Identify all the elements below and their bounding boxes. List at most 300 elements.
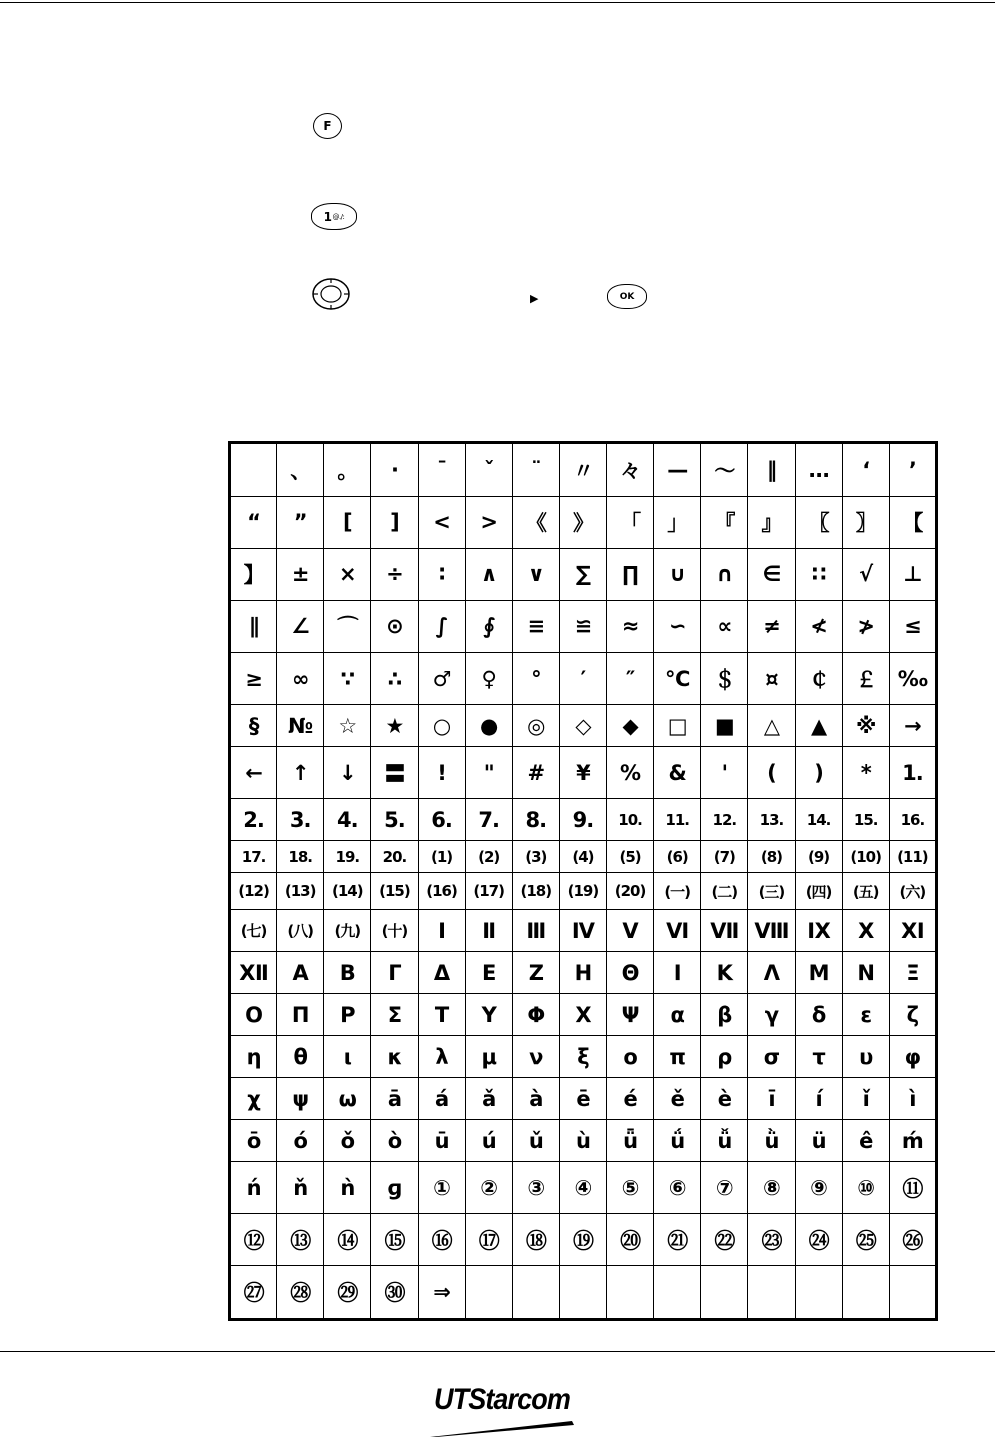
symbol-cell: (18)	[512, 873, 559, 910]
symbol-cell: ο	[607, 1036, 654, 1078]
top-rule	[0, 2, 995, 3]
symbol-cell: ㉕	[842, 1214, 889, 1266]
symbol-cell: ǔ	[512, 1120, 559, 1162]
symbol-cell: π	[654, 1036, 701, 1078]
symbol-cell: ″	[607, 652, 654, 704]
symbol-cell: ⑤	[607, 1162, 654, 1214]
symbol-cell: ∥	[230, 600, 277, 652]
symbol-cell: Ⅱ	[465, 910, 512, 952]
symbol-cell: ⑮	[371, 1214, 418, 1266]
symbol-cell: ≡	[512, 600, 559, 652]
symbol-cell: ㉓	[748, 1214, 795, 1266]
symbol-cell: υ	[842, 1036, 889, 1078]
symbol-cell: ń	[230, 1162, 277, 1214]
symbol-cell: Ⅺ	[889, 910, 936, 952]
bottom-rule	[0, 1351, 995, 1352]
symbol-cell: ˇ	[465, 443, 512, 497]
symbol-cell: Ν	[842, 952, 889, 994]
symbol-cell: △	[748, 705, 795, 747]
symbol-cell: ê	[842, 1120, 889, 1162]
symbol-cell: 々	[607, 443, 654, 497]
symbol-cell: ★	[371, 705, 418, 747]
symbol-cell: ò	[371, 1120, 418, 1162]
symbol-cell: 、	[277, 443, 324, 497]
symbol-cell: !	[418, 747, 465, 799]
symbol-cell: ↑	[277, 747, 324, 799]
symbol-cell: (十)	[371, 910, 418, 952]
symbol-cell: (15)	[371, 873, 418, 910]
symbol-cell: (17)	[465, 873, 512, 910]
symbol-cell: (八)	[277, 910, 324, 952]
symbol-cell: ㉗	[230, 1266, 277, 1320]
symbol-cell: ∴	[371, 652, 418, 704]
symbol-row	[230, 994, 937, 1036]
symbol-cell: Ε	[465, 952, 512, 994]
symbol-cell: §	[230, 705, 277, 747]
symbol-cell: (一)	[654, 873, 701, 910]
symbol-cell: 9.	[559, 799, 606, 841]
symbol-cell	[607, 1266, 654, 1320]
symbol-cell: (20)	[607, 873, 654, 910]
one-key-label: 1	[323, 209, 332, 224]
symbol-row	[230, 548, 937, 600]
symbol-cell: (12)	[230, 873, 277, 910]
symbol-cell: *	[842, 747, 889, 799]
symbol-cell: (九)	[324, 910, 371, 952]
symbol-cell: ε	[842, 994, 889, 1036]
symbol-cell: ⑨	[795, 1162, 842, 1214]
symbol-cell: ⑰	[465, 1214, 512, 1266]
symbol-row	[230, 952, 937, 994]
symbol-cell: (10)	[842, 841, 889, 873]
symbol-cell: ⊙	[371, 600, 418, 652]
symbol-cell: ㉚	[371, 1266, 418, 1320]
symbol-cell: 』	[748, 496, 795, 548]
symbol-cell: Φ	[512, 994, 559, 1036]
symbol-cell: Γ	[371, 952, 418, 994]
symbol-cell: ∈	[748, 548, 795, 600]
symbol-cell: ∽	[654, 600, 701, 652]
symbol-cell: 」	[654, 496, 701, 548]
symbol-cell: ψ	[277, 1078, 324, 1120]
symbol-cell	[889, 1266, 936, 1320]
symbol-cell: (11)	[889, 841, 936, 873]
symbol-row	[230, 799, 937, 841]
symbol-cell: χ	[230, 1078, 277, 1120]
symbol-cell: ∧	[465, 548, 512, 600]
symbol-cell: ④	[559, 1162, 606, 1214]
symbol-cell: 8.	[512, 799, 559, 841]
symbol-cell: ⊥	[889, 548, 936, 600]
symbol-cell: (7)	[701, 841, 748, 873]
symbol-cell: θ	[277, 1036, 324, 1078]
symbol-cell: ∵	[324, 652, 371, 704]
symbol-cell: °	[512, 652, 559, 704]
symbol-cell: 〖	[795, 496, 842, 548]
symbol-cell: ō	[230, 1120, 277, 1162]
symbol-cell	[701, 1266, 748, 1320]
symbol-cell: (19)	[559, 873, 606, 910]
symbol-row	[230, 496, 937, 548]
symbol-table	[228, 441, 938, 1321]
symbol-cell: ①	[418, 1162, 465, 1214]
symbol-cell: ǜ	[748, 1120, 795, 1162]
symbol-cell	[465, 1266, 512, 1320]
symbol-cell: ∪	[654, 548, 701, 600]
symbol-cell: ㉖	[889, 1214, 936, 1266]
symbol-cell: (1)	[418, 841, 465, 873]
symbol-cell: →	[889, 705, 936, 747]
symbol-cell: γ	[748, 994, 795, 1036]
symbol-cell: >	[465, 496, 512, 548]
symbol-cell: ㉔	[795, 1214, 842, 1266]
symbol-cell: %	[607, 747, 654, 799]
symbol-cell: 18.	[277, 841, 324, 873]
symbol-cell: ↓	[324, 747, 371, 799]
symbol-cell: ǖ	[607, 1120, 654, 1162]
symbol-cell: ∞	[277, 652, 324, 704]
symbol-cell: 16.	[889, 799, 936, 841]
symbol-cell: (16)	[418, 873, 465, 910]
one-key-sub-label: @./:	[332, 212, 345, 221]
symbol-cell: é	[607, 1078, 654, 1120]
symbol-cell	[795, 1266, 842, 1320]
symbol-cell: Τ	[418, 994, 465, 1036]
symbol-cell: ∨	[512, 548, 559, 600]
symbol-cell: ɡ	[371, 1162, 418, 1214]
symbol-cell: ∝	[701, 600, 748, 652]
symbol-cell: □	[654, 705, 701, 747]
symbol-row	[230, 1078, 937, 1120]
symbol-cell: Ξ	[889, 952, 936, 994]
symbol-cell: ι	[324, 1036, 371, 1078]
symbol-cell: 4.	[324, 799, 371, 841]
symbol-cell: 【	[889, 496, 936, 548]
symbol-cell: ‖	[748, 443, 795, 497]
function-key-icon	[313, 113, 342, 139]
symbol-row	[230, 1162, 937, 1214]
symbol-cell: ⑲	[559, 1214, 606, 1266]
symbol-cell: ￡	[842, 652, 889, 704]
symbol-cell: Δ	[418, 952, 465, 994]
symbol-cell: ②	[465, 1162, 512, 1214]
symbol-cell: ξ	[559, 1036, 606, 1078]
symbol-cell: ←	[230, 747, 277, 799]
symbol-cell: ì	[889, 1078, 936, 1120]
symbol-cell: Α	[277, 952, 324, 994]
symbol-cell: (9)	[795, 841, 842, 873]
symbol-cell: Π	[277, 994, 324, 1036]
symbol-cell: Ζ	[512, 952, 559, 994]
symbol-cell: ′	[559, 652, 606, 704]
symbol-row	[230, 1214, 937, 1266]
symbol-cell: ◎	[512, 705, 559, 747]
symbol-cell	[654, 1266, 701, 1320]
symbol-cell: (三)	[748, 873, 795, 910]
symbol-cell: 7.	[465, 799, 512, 841]
symbol-row	[230, 600, 937, 652]
symbol-cell: ḿ	[889, 1120, 936, 1162]
symbol-cell: Ⅷ	[748, 910, 795, 952]
symbol-cell: ±	[277, 548, 324, 600]
symbol-cell: ∫	[418, 600, 465, 652]
right-arrow-glyph: ▶	[530, 292, 539, 305]
symbol-cell: …	[795, 443, 842, 497]
symbol-cell: è	[701, 1078, 748, 1120]
symbol-cell: 《	[512, 496, 559, 548]
symbol-cell: 「	[607, 496, 654, 548]
symbol-row	[230, 1120, 937, 1162]
symbol-cell: ”	[277, 496, 324, 548]
symbol-cell: 〓	[371, 747, 418, 799]
symbol-cell	[842, 1266, 889, 1320]
symbol-cell: &	[654, 747, 701, 799]
symbol-cell: ◇	[559, 705, 606, 747]
symbol-cell: ζ	[889, 994, 936, 1036]
symbol-cell: μ	[465, 1036, 512, 1078]
symbol-cell: Ⅰ	[418, 910, 465, 952]
symbol-cell: ó	[277, 1120, 324, 1162]
symbol-cell: ≮	[795, 600, 842, 652]
symbol-cell: (4)	[559, 841, 606, 873]
symbol-cell: ≌	[559, 600, 606, 652]
symbol-cell: 11.	[654, 799, 701, 841]
symbol-cell: 13.	[748, 799, 795, 841]
symbol-cell: ▲	[795, 705, 842, 747]
symbol-cell: ǎ	[465, 1078, 512, 1120]
symbol-cell: ω	[324, 1078, 371, 1120]
ok-key-icon	[607, 284, 647, 309]
symbol-cell: (13)	[277, 873, 324, 910]
symbol-cell: ⌒	[324, 600, 371, 652]
symbol-cell: ℃	[654, 652, 701, 704]
function-key-label: F	[323, 119, 332, 133]
symbol-row	[230, 873, 937, 910]
symbol-cell: 3.	[277, 799, 324, 841]
utstarcom-logo	[422, 1383, 582, 1437]
symbol-cell: (14)	[324, 873, 371, 910]
symbol-cell: ♂	[418, 652, 465, 704]
symbol-cell: ㉒	[701, 1214, 748, 1266]
symbol-cell: ⑫	[230, 1214, 277, 1266]
symbol-cell: κ	[371, 1036, 418, 1078]
symbol-cell: σ	[748, 1036, 795, 1078]
symbol-cell: δ	[795, 994, 842, 1036]
symbol-cell	[748, 1266, 795, 1320]
symbol-cell: ā	[371, 1078, 418, 1120]
symbol-cell: ∠	[277, 600, 324, 652]
symbol-cell: ¨	[512, 443, 559, 497]
symbol-cell: α	[654, 994, 701, 1036]
symbol-row	[230, 1266, 937, 1320]
symbol-cell: ×	[324, 548, 371, 600]
symbol-row	[230, 841, 937, 873]
symbol-cell: Ⅵ	[654, 910, 701, 952]
symbol-cell: ’	[889, 443, 936, 497]
symbol-cell: 2.	[230, 799, 277, 841]
symbol-cell: φ	[889, 1036, 936, 1078]
symbol-cell: ⑧	[748, 1162, 795, 1214]
symbol-cell: 1.	[889, 747, 936, 799]
symbol-cell: ⑱	[512, 1214, 559, 1266]
symbol-cell: )	[795, 747, 842, 799]
symbol-cell: ]	[371, 496, 418, 548]
symbol-cell: ⑥	[654, 1162, 701, 1214]
symbol-cell: ē	[559, 1078, 606, 1120]
symbol-cell: ⑬	[277, 1214, 324, 1266]
symbol-cell: ⑳	[607, 1214, 654, 1266]
symbol-cell: ∷	[795, 548, 842, 600]
symbol-cell: (七)	[230, 910, 277, 952]
symbol-cell: Ⅻ	[230, 952, 277, 994]
symbol-cell: Ⅹ	[842, 910, 889, 952]
symbol-cell: ㉘	[277, 1266, 324, 1320]
symbol-cell: ●	[465, 705, 512, 747]
symbol-cell: ·	[371, 443, 418, 497]
symbol-cell: "	[465, 747, 512, 799]
symbol-cell: Κ	[701, 952, 748, 994]
symbol-cell: —	[654, 443, 701, 497]
symbol-cell: ν	[512, 1036, 559, 1078]
one-key-icon	[311, 203, 357, 230]
symbol-cell: ≈	[607, 600, 654, 652]
symbol-cell: Ι	[654, 952, 701, 994]
symbol-cell: ￠	[795, 652, 842, 704]
symbol-cell: 〗	[842, 496, 889, 548]
symbol-row	[230, 443, 937, 497]
symbol-cell: Σ	[371, 994, 418, 1036]
symbol-cell: ♀	[465, 652, 512, 704]
symbol-cell: 12.	[701, 799, 748, 841]
symbol-cell: ⑩	[842, 1162, 889, 1214]
symbol-cell: ③	[512, 1162, 559, 1214]
symbol-cell: ǘ	[654, 1120, 701, 1162]
symbol-cell: í	[795, 1078, 842, 1120]
symbol-cell: (二)	[701, 873, 748, 910]
symbol-cell: Ⅶ	[701, 910, 748, 952]
symbol-row	[230, 747, 937, 799]
symbol-cell: ¥	[559, 747, 606, 799]
symbol-cell: (	[748, 747, 795, 799]
symbol-cell: [	[324, 496, 371, 548]
symbol-cell: ㉑	[654, 1214, 701, 1266]
symbol-cell: ㉙	[324, 1266, 371, 1320]
symbol-row	[230, 652, 937, 704]
symbol-cell: ¤	[748, 652, 795, 704]
symbol-cell: ǐ	[842, 1078, 889, 1120]
symbol-cell	[559, 1266, 606, 1320]
symbol-cell: (五)	[842, 873, 889, 910]
symbol-cell: Χ	[559, 994, 606, 1036]
symbol-cell: ○	[418, 705, 465, 747]
symbol-cell: ǒ	[324, 1120, 371, 1162]
symbol-cell: ⑯	[418, 1214, 465, 1266]
symbol-cell: ∶	[418, 548, 465, 600]
symbol-cell: ü	[795, 1120, 842, 1162]
symbol-cell: ≠	[748, 600, 795, 652]
symbol-cell: ≯	[842, 600, 889, 652]
symbol-cell: ＄	[701, 652, 748, 704]
symbol-cell: Μ	[795, 952, 842, 994]
navigation-key-icon	[310, 276, 352, 312]
symbol-cell: ˉ	[418, 443, 465, 497]
symbol-cell: ù	[559, 1120, 606, 1162]
symbol-cell: ‘	[842, 443, 889, 497]
symbol-cell: ∏	[607, 548, 654, 600]
symbol-cell: (3)	[512, 841, 559, 873]
symbol-cell: ⑦	[701, 1162, 748, 1214]
symbol-cell: Θ	[607, 952, 654, 994]
symbol-cell: Ρ	[324, 994, 371, 1036]
symbol-cell: (四)	[795, 873, 842, 910]
symbol-cell: ∑	[559, 548, 606, 600]
symbol-cell: 17.	[230, 841, 277, 873]
symbol-cell: ⇒	[418, 1266, 465, 1320]
symbol-cell: á	[418, 1078, 465, 1120]
symbol-cell: Ⅲ	[512, 910, 559, 952]
logo-text: UTStarcom	[434, 1383, 570, 1416]
symbol-cell: β	[701, 994, 748, 1036]
symbol-cell: 『	[701, 496, 748, 548]
symbol-row	[230, 910, 937, 952]
symbol-cell: à	[512, 1078, 559, 1120]
symbol-cell: (5)	[607, 841, 654, 873]
symbol-cell: ⑪	[889, 1162, 936, 1214]
symbol-cell: ě	[654, 1078, 701, 1120]
symbol-cell: 5.	[371, 799, 418, 841]
symbol-cell: τ	[795, 1036, 842, 1078]
symbol-cell: Ⅳ	[559, 910, 606, 952]
symbol-cell	[512, 1266, 559, 1320]
symbol-cell: ※	[842, 705, 889, 747]
symbol-cell: '	[701, 747, 748, 799]
symbol-cell: Ο	[230, 994, 277, 1036]
symbol-cell: 6.	[418, 799, 465, 841]
symbol-cell: ú	[465, 1120, 512, 1162]
symbol-cell: (8)	[748, 841, 795, 873]
symbol-cell: ⑭	[324, 1214, 371, 1266]
symbol-cell: (六)	[889, 873, 936, 910]
symbol-cell: №	[277, 705, 324, 747]
symbol-cell: √	[842, 548, 889, 600]
ok-key-label: OK	[619, 291, 635, 302]
symbol-cell: ǚ	[701, 1120, 748, 1162]
symbol-cell: ū	[418, 1120, 465, 1162]
symbol-cell: ÷	[371, 548, 418, 600]
symbol-cell: 20.	[371, 841, 418, 873]
symbol-cell: 15.	[842, 799, 889, 841]
symbol-cell: 》	[559, 496, 606, 548]
symbol-cell: ■	[701, 705, 748, 747]
symbol-cell: Λ	[748, 952, 795, 994]
symbol-cell: 14.	[795, 799, 842, 841]
symbol-cell: Β	[324, 952, 371, 994]
symbol-cell: (2)	[465, 841, 512, 873]
symbol-cell: η	[230, 1036, 277, 1078]
symbol-cell: ≥	[230, 652, 277, 704]
symbol-row	[230, 1036, 937, 1078]
right-arrow-icon	[530, 292, 538, 305]
symbol-cell: ρ	[701, 1036, 748, 1078]
symbol-cell: ～	[701, 443, 748, 497]
symbol-cell: Υ	[465, 994, 512, 1036]
symbol-cell: ň	[277, 1162, 324, 1214]
symbol-cell: ◆	[607, 705, 654, 747]
symbol-cell: ‰	[889, 652, 936, 704]
symbol-cell: 〃	[559, 443, 606, 497]
symbol-cell: ∮	[465, 600, 512, 652]
symbol-cell: 10.	[607, 799, 654, 841]
